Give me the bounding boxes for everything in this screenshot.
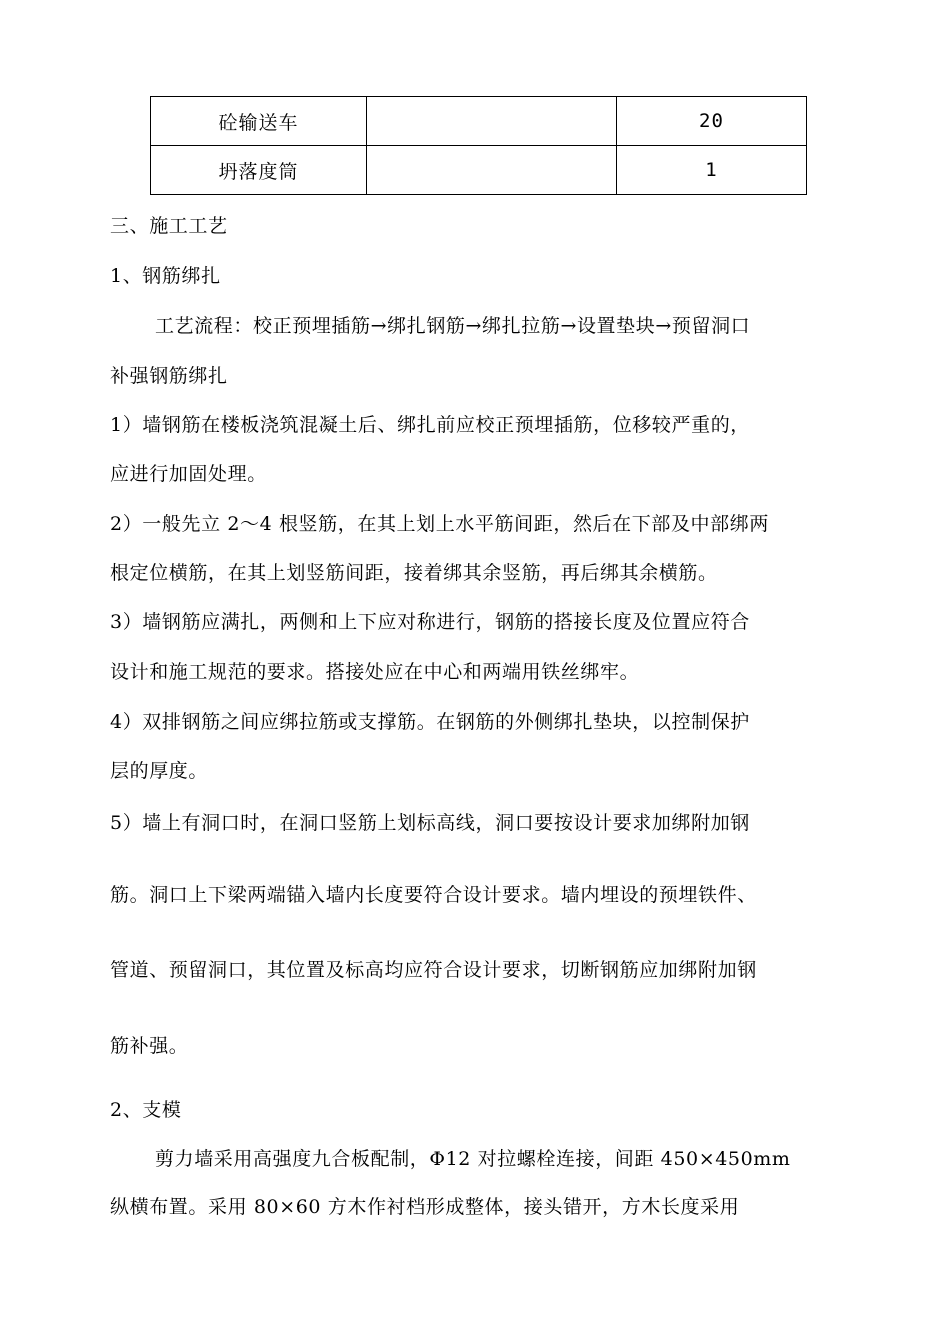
equipment-qty-cell: 20 <box>617 97 807 146</box>
paragraph-line: 应进行加固处理。 <box>110 463 267 485</box>
paragraph-line: 根定位横筋，在其上划竖筋间距，接着绑其余竖筋，再后绑其余横筋。 <box>110 562 718 584</box>
paragraph-line: 设计和施工规范的要求。搭接处应在中心和两端用铁丝绑牢。 <box>110 661 640 683</box>
equipment-name-cell: 砼输送车 <box>151 97 367 146</box>
equipment-table <box>150 96 807 195</box>
table-row <box>151 146 807 195</box>
paragraph-line: 4）双排钢筋之间应绑拉筋或支撑筋。在钢筋的外侧绑扎垫块，以控制保护 <box>110 711 750 733</box>
subsection-heading: 2、支模 <box>110 1099 182 1121</box>
paragraph-line: 筋补强。 <box>110 1035 189 1057</box>
equipment-spec-cell <box>367 97 617 146</box>
section-heading: 三、施工工艺 <box>110 215 228 237</box>
paragraph-line: 剪力墙采用高强度九合板配制，Φ12 对拉螺栓连接，间距 450×450mm <box>155 1148 791 1170</box>
equipment-qty-cell: 1 <box>617 146 807 195</box>
equipment-spec-cell <box>367 146 617 195</box>
paragraph-line: 2）一般先立 2～4 根竖筋，在其上划上水平筋间距，然后在下部及中部绑两 <box>110 513 769 535</box>
paragraph-line: 5）墙上有洞口时，在洞口竖筋上划标高线，洞口要按设计要求加绑附加钢 <box>110 812 750 834</box>
paragraph-line: 补强钢筋绑扎 <box>110 365 228 387</box>
paragraph-line: 筋。洞口上下梁两端锚入墙内长度要符合设计要求。墙内埋设的预埋铁件、 <box>110 884 757 906</box>
paragraph-line: 1）墙钢筋在楼板浇筑混凝土后、绑扎前应校正预埋插筋，位移较严重的， <box>110 414 750 436</box>
paragraph-line: 3）墙钢筋应满扎，两侧和上下应对称进行，钢筋的搭接长度及位置应符合 <box>110 611 750 633</box>
paragraph-line: 纵横布置。采用 80×60 方木作衬档形成整体，接头错开，方木长度采用 <box>110 1196 740 1218</box>
paragraph-line: 管道、预留洞口，其位置及标高均应符合设计要求，切断钢筋应加绑附加钢 <box>110 959 757 981</box>
table-row <box>151 97 807 146</box>
equipment-name-cell: 坍落度筒 <box>151 146 367 195</box>
paragraph-line: 工艺流程：校正预埋插筋→绑扎钢筋→绑扎拉筋→设置垫块→预留洞口 <box>155 315 751 337</box>
paragraph-line: 层的厚度。 <box>110 760 209 782</box>
subsection-heading: 1、钢筋绑扎 <box>110 265 221 287</box>
